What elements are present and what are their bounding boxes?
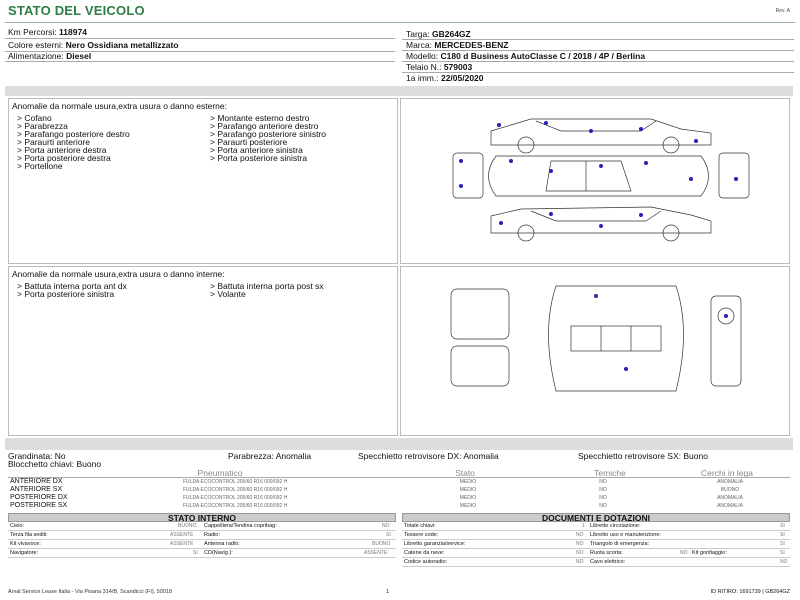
summary-specchio-sx: Specchietto retrovisore SX: Buono [578,451,708,461]
damage-dot [544,121,548,125]
internal-damage-panel [8,266,398,436]
damage-dot [639,213,643,217]
damage-dot [589,129,593,133]
summary-grandinata: Grandinata: No [8,451,66,461]
table-row: Tessere code: NO Libretto uso e manutenzione: SI [402,531,790,540]
info-colore: Colore esterni: Nero Ossidiana metallizzato [8,40,179,50]
external-car-diagram-panel [400,98,790,264]
damage-dot [459,159,463,163]
damage-dot [459,184,463,188]
table-row: Kit vivavoce: ASSENTE Antenna radio: BUONO [8,540,396,549]
tyre-row: POSTERIORE SX FULDA ECOCONTROL 205/60 R16 000/092 H MEDIO NO ANOMALIA [10,502,743,509]
damage-dot [594,294,598,298]
internal-damage-list-1: > Battuta interna porta ant dx > Porta posteriore sinistra [17,281,127,299]
summary-blocchetto: Blocchetto chiavi: Buono [8,459,102,469]
damage-dot [549,212,553,216]
external-damage-list-2: > Montante esterno destro > Parafango anteriore destro > Parafango posteriore sinistro > Paraurti posteriore > Porta anteriore sinistra > Porta posteriore sinistra [210,113,326,163]
tyre-row: POSTERIORE DX FULDA ECOCONTROL 205/60 R16 000/092 H MEDIO NO ANOMALIA [10,494,743,501]
external-damage-list-1: > Cofano > Parabrezza > Parafango posteriore destro > Paraurti anteriore > Porta anteriore destra > Porta posteriore destra > Portellone [17,113,130,171]
footer-company: Arval Service Lease Italia - Via Pisana 314/B, Scandicci (FI), 50018 [8,589,173,595]
external-car-diagram [441,111,761,251]
page-number: 1 [386,589,390,595]
table-row: Catene da neve: NO Ruota scorta: NO Kit gonfiaggio: SI [402,549,790,558]
external-damage-panel [8,98,398,264]
damage-dot [644,161,648,165]
table-row: Libretto garanzia/service: NO Triangolo di emergenza: SI [402,540,790,549]
footer-ritiro-id: ID RITIRO: 1691739 | GB264GZ [710,589,790,595]
info-alimentazione: Alimentazione: Diesel [8,51,92,61]
damage-dot [639,127,643,131]
title-rule [5,22,795,23]
info-km: Km Percorsi: 118974 [8,27,87,37]
info-modello: Modello: C180 d Business AutoClasse C / 2018 / 4P / Berlina [406,51,646,61]
tyre-row: ANTERIORE SX FULDA ECOCONTROL 205/60 R16 000/092 H MEDIO NO BUONO [10,486,740,493]
info-targa: Targa: GB264GZ [406,29,471,39]
info-immatricolazione: 1a imm.: 22/05/2020 [406,73,484,83]
table-row: Codice autoradio: NO Cavo elettrico: NO [402,558,790,567]
table-row: Terza fila sedili: ASSENTE Radio: SI [8,531,396,540]
damage-dot [724,314,728,318]
internal-damage-title: Anomalie da normale usura,extra usura o danno interne: [12,269,225,279]
summary-specchio-dx: Specchietto retrovisore DX: Anomalia [358,451,499,461]
damage-dot [734,177,738,181]
separator-band [5,86,793,96]
revision-label: Rev. A [775,8,790,14]
damage-dot [499,221,503,225]
table-row: Navigatore: SI CD(Navig.): ASSENTE [8,549,396,558]
page-title: STATO DEL VEICOLO [8,3,145,18]
damage-dot [599,164,603,168]
external-damage-title: Anomalie da normale usura,extra usura o danno esterne: [12,101,227,111]
internal-damage-list-2: > Battuta interna porta post sx > Volante [210,281,324,299]
internal-car-diagram-panel [400,266,790,436]
table-row: Cielo: BUONO Cappelliera/Tendina copribag: NO [8,522,396,531]
damage-dot [497,123,501,127]
damage-dot [599,224,603,228]
table-row: Totale chiavi: 1 Libretto circolazione: SI [402,522,790,531]
tyre-header-cerchi: Cerchi in lega [701,468,753,478]
tyre-header-stato: Stato [455,468,475,478]
separator-band-2 [5,438,793,450]
summary-parabrezza: Parabrezza: Anomalia [228,451,312,461]
damage-dot [509,159,513,163]
damage-dot [694,139,698,143]
internal-car-diagram [446,281,776,401]
tyre-row: ANTERIORE DX FULDA ECOCONTROL 205/60 R16 000/092 H MEDIO NO ANOMALIA [10,478,743,485]
damage-dot [549,169,553,173]
damage-dot [689,177,693,181]
tyre-header-pneumatico: Pneumatico [197,468,243,478]
info-telaio: Telaio N.: 579003 [406,62,473,72]
stato-interno-title: STATO INTERNO [8,513,396,522]
damage-dot [624,367,628,371]
info-marca: Marca: MERCEDES-BENZ [406,40,509,50]
documenti-title: DOCUMENTI E DOTAZIONI [402,513,790,522]
tyre-header-temiche: Temiche [594,468,626,478]
